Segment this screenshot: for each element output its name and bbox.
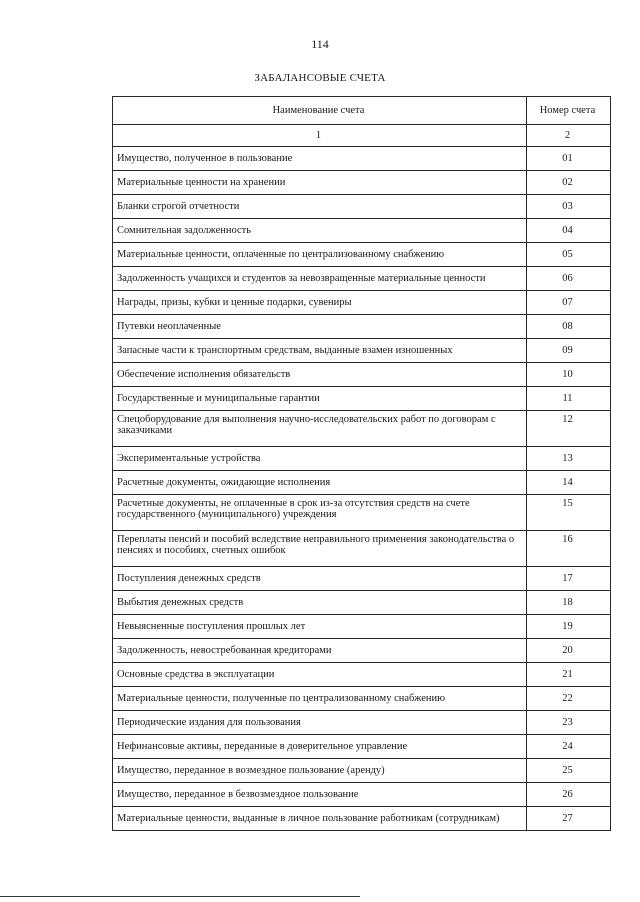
column-index-name: 1 — [113, 125, 527, 147]
account-name-cell: Невыясненные поступления прошлых лет — [113, 615, 527, 639]
account-number-cell: 23 — [527, 711, 611, 735]
account-name-cell: Выбытия денежных средств — [113, 591, 527, 615]
table-row — [113, 219, 611, 243]
account-name-cell: Имущество, переданное в безвозмездное пользование — [113, 783, 527, 807]
account-number-cell: 24 — [527, 735, 611, 759]
table-row — [113, 195, 611, 219]
account-name-cell: Экспериментальные устройства — [113, 447, 527, 471]
account-name-cell: Расчетные документы, ожидающие исполнения — [113, 471, 527, 495]
account-number-cell: 10 — [527, 363, 611, 387]
table-row — [113, 567, 611, 591]
account-name-cell: Основные средства в эксплуатации — [113, 663, 527, 687]
account-name-cell: Периодические издания для пользования — [113, 711, 527, 735]
table-row — [113, 711, 611, 735]
table-row — [113, 339, 611, 363]
account-number-cell: 19 — [527, 615, 611, 639]
account-name-cell: Сомнительная задолженность — [113, 219, 527, 243]
account-number-cell: 17 — [527, 567, 611, 591]
document-title: ЗАБАЛАНСОВЫЕ СЧЕТА — [254, 72, 386, 84]
account-name-cell: Запасные части к транспортным средствам, выданные взамен изношенных — [113, 339, 527, 363]
account-number-cell: 09 — [527, 339, 611, 363]
account-number-cell: 08 — [527, 315, 611, 339]
table-row — [113, 759, 611, 783]
account-number-cell: 21 — [527, 663, 611, 687]
table-row — [113, 411, 611, 447]
header-account-number: Номер счета — [527, 97, 611, 125]
table-row — [113, 471, 611, 495]
account-number-cell: 05 — [527, 243, 611, 267]
account-name-cell: Материальные ценности, оплаченные по централизованному снабжению — [113, 243, 527, 267]
account-name-cell: Материальные ценности на хранении — [113, 171, 527, 195]
account-number-cell: 22 — [527, 687, 611, 711]
table-row — [113, 243, 611, 267]
table-row — [113, 591, 611, 615]
table-row — [113, 447, 611, 471]
table-row — [113, 171, 611, 195]
account-number-cell: 14 — [527, 471, 611, 495]
account-name-cell: Задолженность учащихся и студентов за невозвращенные материальные ценности — [113, 267, 527, 291]
account-name-cell: Имущество, полученное в пользование — [113, 147, 527, 171]
table-row — [113, 783, 611, 807]
account-name-cell: Поступления денежных средств — [113, 567, 527, 591]
header-account-name: Наименование счета — [113, 97, 527, 125]
account-number-cell: 20 — [527, 639, 611, 663]
account-name-cell: Переплаты пенсий и пособий вследствие неправильного применения законодательства о пенсиях и пособиях, счетных ошибок — [113, 531, 527, 567]
account-number-cell: 03 — [527, 195, 611, 219]
account-number-cell: 13 — [527, 447, 611, 471]
table-row — [113, 147, 611, 171]
account-number-cell: 07 — [527, 291, 611, 315]
account-name-cell: Путевки неоплаченные — [113, 315, 527, 339]
table-row — [113, 615, 611, 639]
column-index-row — [113, 125, 611, 147]
account-number-cell: 18 — [527, 591, 611, 615]
table-row — [113, 315, 611, 339]
off-balance-accounts-table — [112, 96, 611, 831]
account-number-cell: 12 — [527, 411, 611, 447]
account-name-cell: Государственные и муниципальные гарантии — [113, 387, 527, 411]
table-row — [113, 687, 611, 711]
account-name-cell: Задолженность, невостребованная кредиторами — [113, 639, 527, 663]
table-row — [113, 363, 611, 387]
column-index-number: 2 — [527, 125, 611, 147]
footer-rule — [0, 896, 360, 897]
account-name-cell: Материальные ценности, выданные в личное пользование работникам (сотрудникам) — [113, 807, 527, 831]
account-name-cell: Бланки строгой отчетности — [113, 195, 527, 219]
table-row — [113, 639, 611, 663]
account-name-cell: Награды, призы, кубки и ценные подарки, сувениры — [113, 291, 527, 315]
account-number-cell: 01 — [527, 147, 611, 171]
table-row — [113, 531, 611, 567]
account-number-cell: 26 — [527, 783, 611, 807]
account-number-cell: 11 — [527, 387, 611, 411]
account-number-cell: 02 — [527, 171, 611, 195]
account-number-cell: 25 — [527, 759, 611, 783]
account-number-cell: 16 — [527, 531, 611, 567]
account-number-cell: 06 — [527, 267, 611, 291]
account-name-cell: Расчетные документы, не оплаченные в срок из-за отсутствия средств на счете государственного (муниципального) учреждения — [113, 495, 527, 531]
table-row — [113, 291, 611, 315]
table-row — [113, 387, 611, 411]
account-name-cell: Имущество, переданное в возмездное пользование (аренду) — [113, 759, 527, 783]
table-row — [113, 267, 611, 291]
table-row — [113, 495, 611, 531]
table-header-row — [113, 97, 611, 125]
account-number-cell: 04 — [527, 219, 611, 243]
account-number-cell: 15 — [527, 495, 611, 531]
table-row — [113, 735, 611, 759]
account-number-cell: 27 — [527, 807, 611, 831]
table-row — [113, 807, 611, 831]
table-row — [113, 663, 611, 687]
page-number: 114 — [311, 37, 329, 51]
account-name-cell: Обеспечение исполнения обязательств — [113, 363, 527, 387]
account-name-cell: Спецоборудование для выполнения научно-исследовательских работ по договорам с заказчиками — [113, 411, 527, 447]
account-name-cell: Материальные ценности, полученные по централизованному снабжению — [113, 687, 527, 711]
account-name-cell: Нефинансовые активы, переданные в доверительное управление — [113, 735, 527, 759]
